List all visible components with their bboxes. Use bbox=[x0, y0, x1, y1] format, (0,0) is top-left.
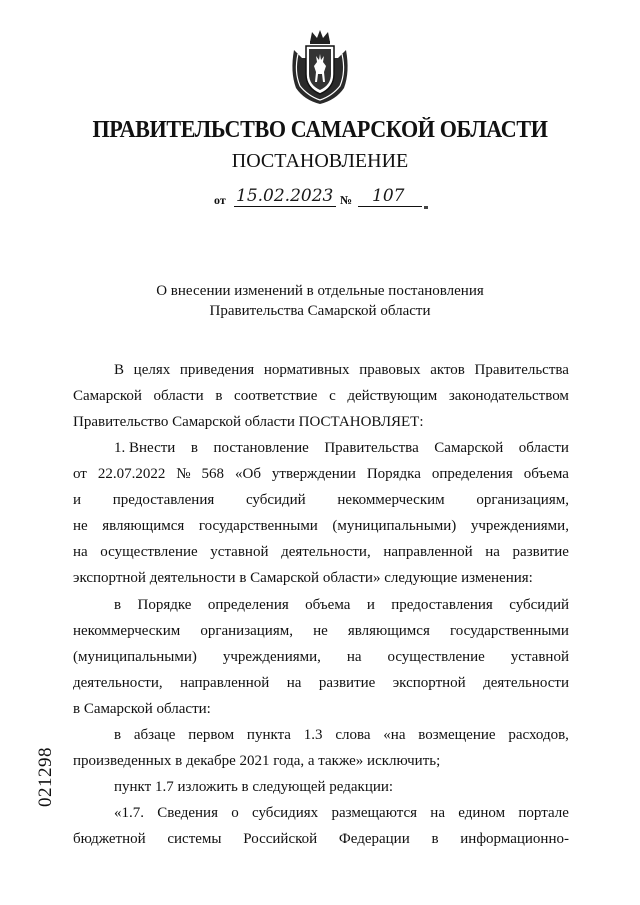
word: учреждениями, bbox=[222, 649, 321, 665]
word: бюджетной bbox=[73, 831, 146, 847]
word: не bbox=[313, 623, 328, 639]
word: в bbox=[190, 440, 198, 456]
word: слова bbox=[335, 727, 371, 743]
word: расходов, bbox=[508, 727, 569, 743]
body-line bbox=[73, 516, 569, 536]
document-type: ПОСТАНОВЛЕНИЕ bbox=[231, 150, 409, 172]
body-line bbox=[73, 673, 569, 693]
word: 22.07.2022 bbox=[97, 466, 166, 482]
word: возмещение bbox=[418, 727, 496, 743]
word: на bbox=[286, 675, 302, 691]
word: (муниципальными) bbox=[332, 518, 457, 534]
word: нормативных bbox=[263, 362, 350, 378]
word: объема bbox=[305, 597, 351, 613]
word: уставной bbox=[210, 544, 269, 560]
body-line bbox=[114, 360, 569, 380]
document-subject bbox=[0, 281, 640, 321]
body-line bbox=[73, 647, 569, 667]
body-line bbox=[114, 595, 569, 615]
body-line bbox=[73, 829, 569, 849]
word: на bbox=[346, 649, 362, 665]
body-line: экспортной деятельности в Самарской области» следующие изменения: bbox=[73, 570, 533, 586]
word: на bbox=[430, 805, 445, 821]
word: 1.3 bbox=[303, 727, 323, 743]
word: деятельности, bbox=[73, 675, 163, 691]
word: объема bbox=[523, 466, 569, 482]
word: организациям, bbox=[476, 492, 569, 508]
word: 1. Внести bbox=[114, 440, 176, 456]
word: системы bbox=[167, 831, 222, 847]
word: первом bbox=[188, 727, 235, 743]
body-line bbox=[114, 803, 569, 823]
word: субсидий bbox=[245, 492, 306, 508]
word: Федерации bbox=[338, 831, 410, 847]
word: правовых bbox=[359, 362, 421, 378]
word: экспортной bbox=[392, 675, 466, 691]
government-title: ПРАВИТЕЛЬСТВО САМАРСКОЙ ОБЛАСТИ bbox=[92, 117, 548, 143]
word: с bbox=[329, 388, 336, 404]
word: абзаце bbox=[133, 727, 176, 743]
word: на bbox=[485, 544, 500, 560]
word: развитие bbox=[318, 675, 376, 691]
word: деятельности, bbox=[281, 544, 371, 560]
date-number-line bbox=[214, 185, 434, 209]
word: едином bbox=[458, 805, 506, 821]
word: Порядке bbox=[137, 597, 192, 613]
word: законодательством bbox=[448, 388, 569, 404]
word: государственными bbox=[198, 518, 318, 534]
word: некоммерческим bbox=[337, 492, 445, 508]
mark bbox=[424, 206, 428, 209]
word: Самарской bbox=[434, 440, 504, 456]
word: области bbox=[518, 440, 569, 456]
body-line: пункт 1.7 изложить в следующей редакции: bbox=[114, 779, 394, 795]
word: не bbox=[73, 518, 88, 534]
word: направленной bbox=[383, 544, 473, 560]
serial-number-text: 021298 bbox=[35, 747, 56, 807]
subject-line: О внесении изменений в отдельные постановления bbox=[156, 283, 484, 299]
word: размещаются bbox=[331, 805, 418, 821]
word: определения bbox=[207, 597, 289, 613]
word: осуществление bbox=[387, 649, 485, 665]
body-line bbox=[114, 438, 569, 458]
body-line: произведенных в декабре 2021 года, а также» исключить; bbox=[73, 753, 441, 769]
word: развитие bbox=[512, 544, 569, 560]
word: направленной bbox=[180, 675, 270, 691]
body-line bbox=[73, 542, 569, 562]
word: «Об bbox=[234, 466, 261, 482]
body-line bbox=[114, 725, 569, 745]
coat-of-arms-icon bbox=[286, 28, 354, 106]
word: некоммерческим bbox=[73, 623, 181, 639]
number-value: 107 bbox=[372, 186, 405, 206]
body-line: в Самарской области: bbox=[73, 701, 211, 717]
word: «1.7. bbox=[114, 805, 144, 821]
word: в bbox=[114, 597, 122, 613]
date-value: 15.02.2023 bbox=[236, 186, 334, 206]
word: являющимся bbox=[102, 518, 185, 534]
serial-number bbox=[28, 742, 64, 812]
word: предоставления bbox=[391, 597, 493, 613]
word: в bbox=[114, 727, 122, 743]
word: определения bbox=[431, 466, 513, 482]
word: осуществление bbox=[100, 544, 198, 560]
word: и bbox=[73, 492, 82, 508]
word: на bbox=[73, 544, 88, 560]
word: портале bbox=[518, 805, 569, 821]
word: утверждении bbox=[271, 466, 356, 482]
body-line bbox=[73, 464, 569, 484]
word: Порядка bbox=[366, 466, 421, 482]
word: «на bbox=[383, 727, 406, 743]
word: актов bbox=[430, 362, 465, 378]
body-line bbox=[73, 621, 569, 641]
word: субсидиях bbox=[252, 805, 319, 821]
word: В bbox=[114, 362, 125, 378]
word: постановление bbox=[213, 440, 309, 456]
word: Российской bbox=[243, 831, 318, 847]
word: приведения bbox=[179, 362, 255, 378]
word: Самарской bbox=[73, 388, 142, 404]
number-prefix: № bbox=[340, 193, 353, 207]
word: (муниципальными) bbox=[73, 649, 197, 665]
word: являющимся bbox=[347, 623, 430, 639]
body-line bbox=[73, 490, 569, 510]
word: пункта bbox=[246, 727, 291, 743]
word: государственными bbox=[449, 623, 569, 639]
body-line bbox=[73, 386, 569, 406]
word: предоставления bbox=[112, 492, 215, 508]
word: № bbox=[176, 466, 191, 482]
word: организациям, bbox=[200, 623, 293, 639]
word: области bbox=[153, 388, 204, 404]
word: соответствие bbox=[234, 388, 318, 404]
word: деятельности bbox=[483, 675, 569, 691]
word: в bbox=[215, 388, 223, 404]
word: от bbox=[73, 466, 87, 482]
word: Правительства bbox=[324, 440, 419, 456]
word: о bbox=[231, 805, 239, 821]
word: Сведения bbox=[157, 805, 218, 821]
word: учреждениями, bbox=[470, 518, 569, 534]
word: целях bbox=[133, 362, 171, 378]
word: и bbox=[366, 597, 375, 613]
word: действующим bbox=[347, 388, 438, 404]
word: уставной bbox=[510, 649, 569, 665]
word: информационно- bbox=[460, 831, 569, 847]
word: субсидий bbox=[509, 597, 569, 613]
word: 568 bbox=[201, 466, 225, 482]
word: Правительства bbox=[474, 362, 569, 378]
number-underline bbox=[358, 206, 422, 207]
body-line: Правительство Самарской области ПОСТАНОВЛЯЕТ: bbox=[73, 414, 424, 430]
date-underline bbox=[234, 206, 336, 207]
date-prefix: от bbox=[214, 193, 226, 207]
subject-line: Правительства Самарской области bbox=[209, 303, 431, 319]
word: в bbox=[431, 831, 439, 847]
